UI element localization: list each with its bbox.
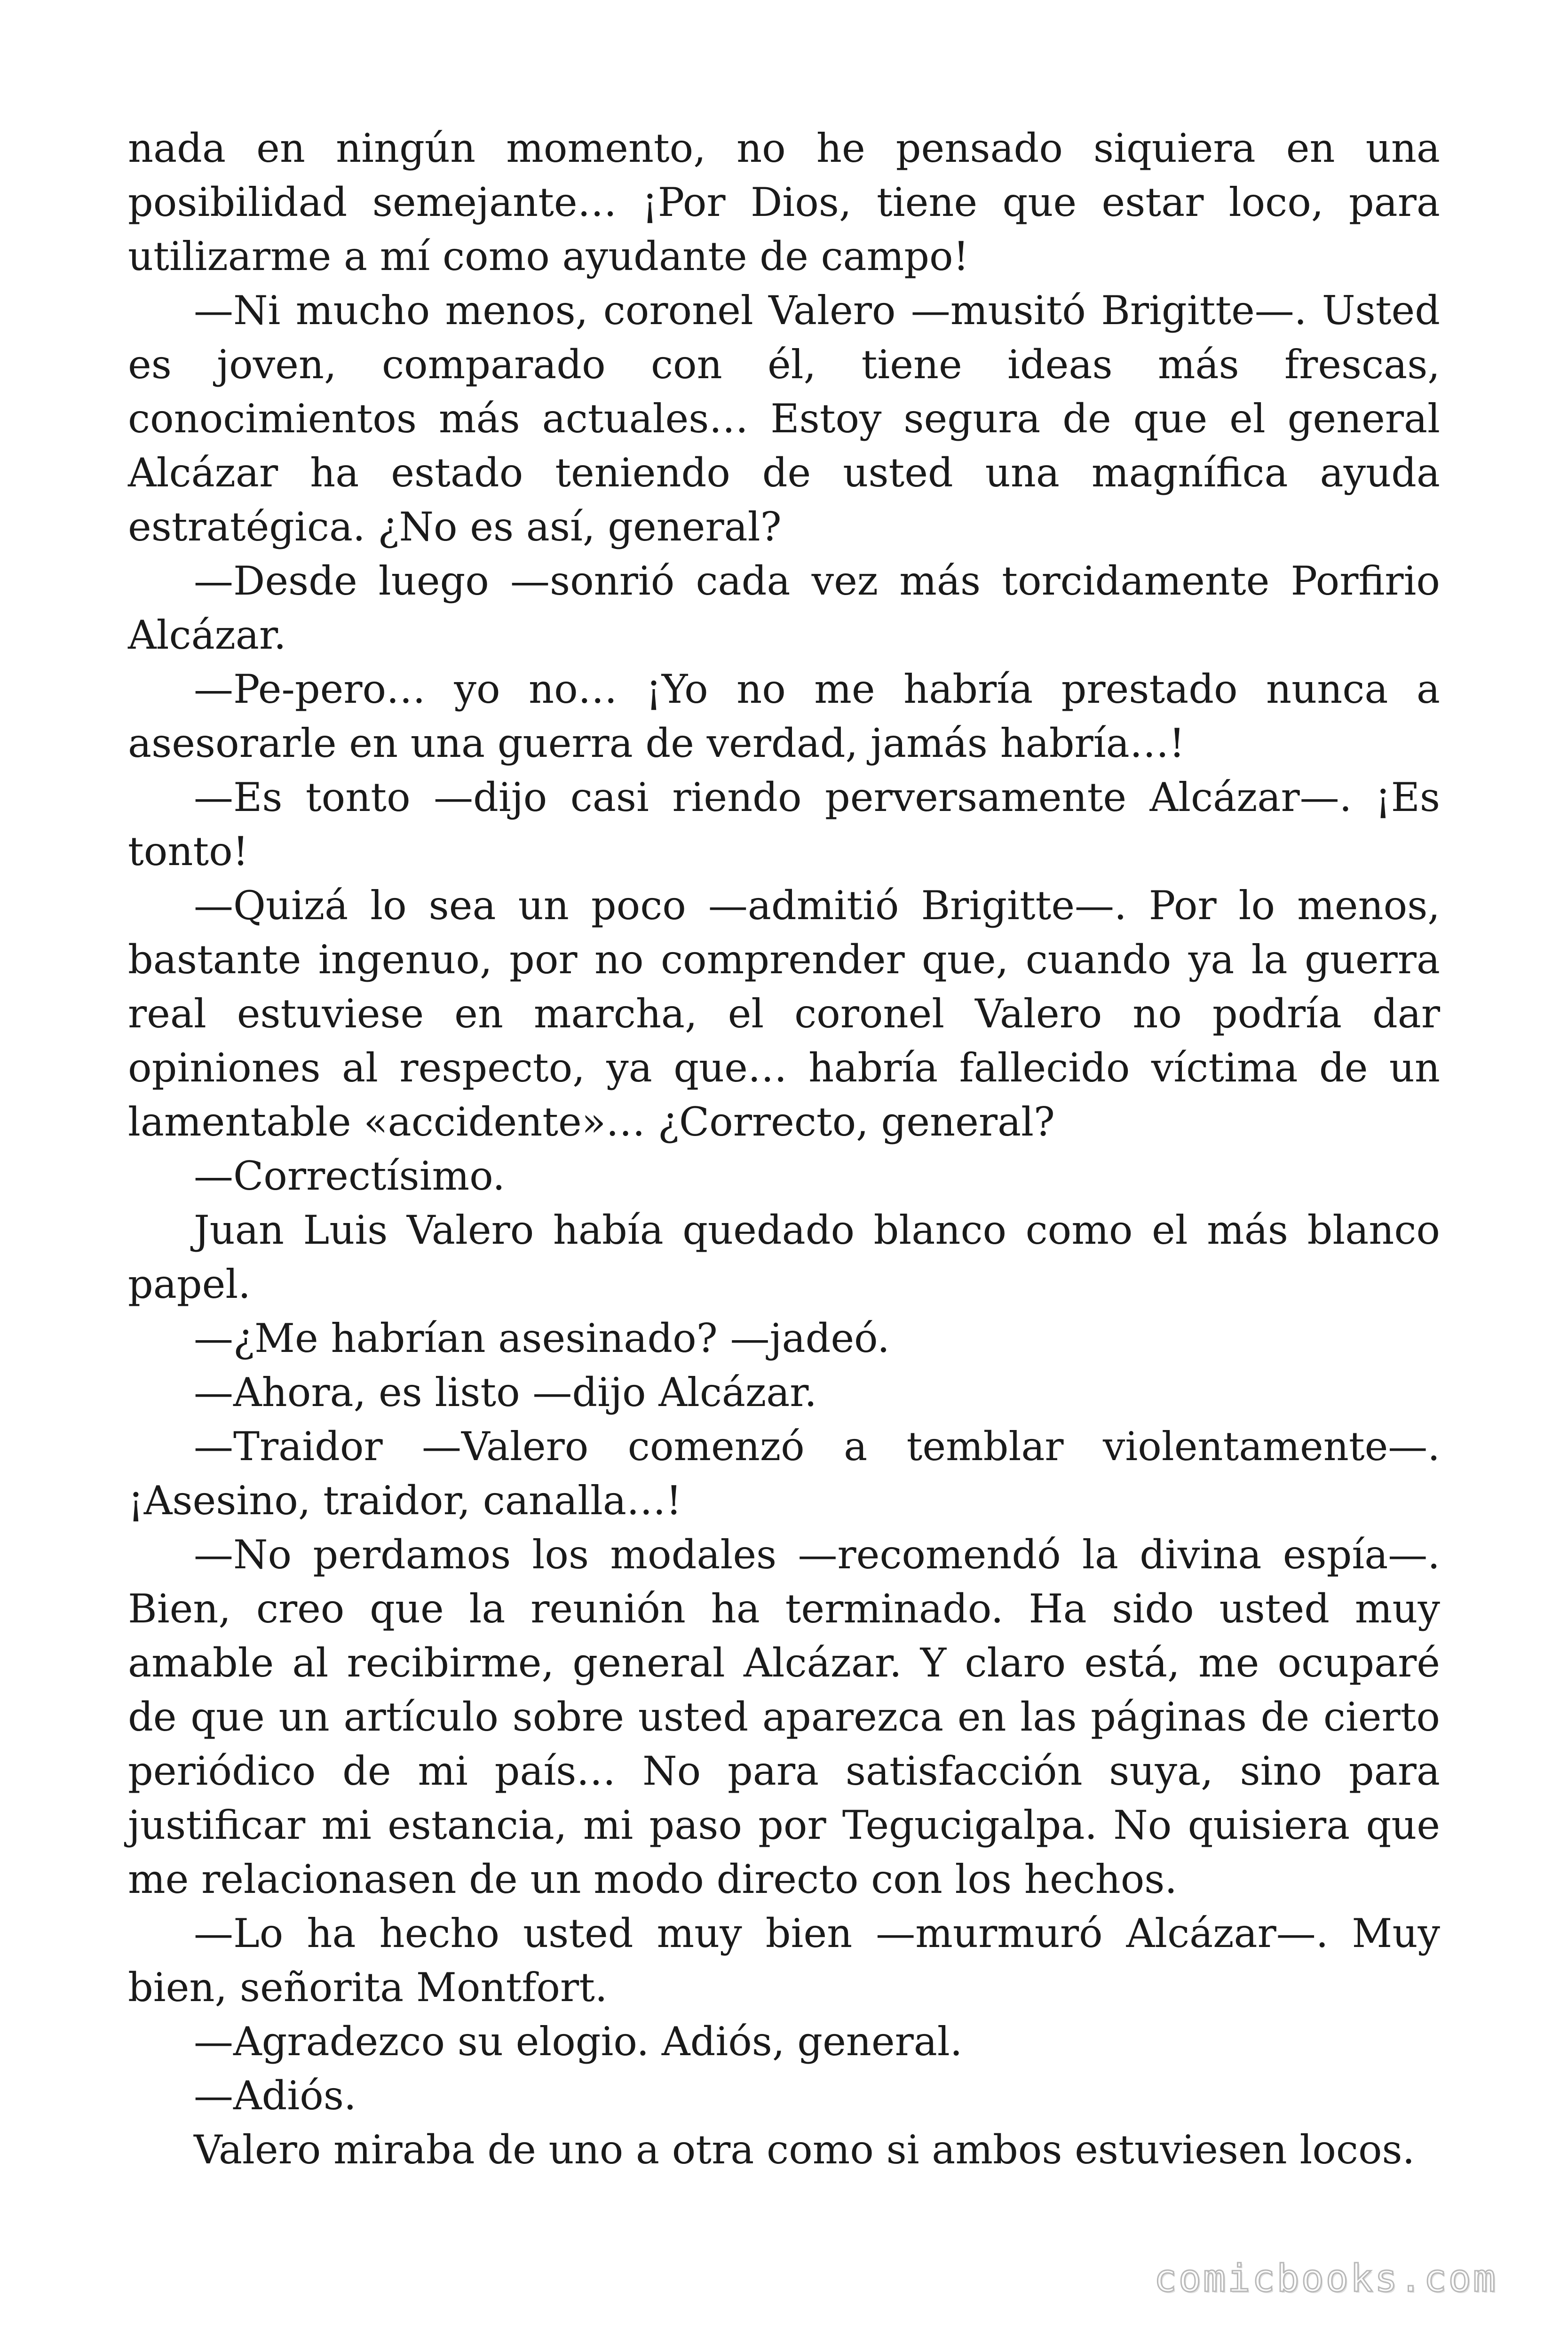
paragraph-14: —Agradezco su elogio. Adiós, general. [194,2018,963,2065]
paragraph-10: —Ahora, es listo —dijo Alcázar. [194,1369,817,1415]
paragraph-15: —Adiós. [194,2073,356,2119]
paragraph-11: —Traidor —Valero comenzó a temblar violentamente—. ¡Asesino, traidor, canalla…! [128,1423,1440,1524]
paragraph-9: —¿Me habrían asesinado? —jadeó. [194,1315,890,1361]
paragraph-1: nada en ningún momento, no he pensado siquiera en una posibilidad semejante… ¡Por Dios, tiene que estar loco, para utilizarme a mí como ayudante de campo! [128,125,1440,279]
paragraph-6: —Quizá lo sea un poco —admitió Brigitte—. Por lo menos, bastante ingenuo, por no comprender que, cuando ya la guerra real estuviese en marcha, el coronel Valero no podría dar opiniones al respecto, ya que… habría fallecido víctima de un lamentable «accidente»… ¿Correcto, general? [128,882,1440,1145]
paragraph-3: —Desde luego —sonrió cada vez más torcidamente Porfirio Alcázar. [128,558,1440,658]
watermark: comicbooks.com [1154,2257,1497,2300]
page-text-body [128,121,1440,2177]
paragraph-16: Valero miraba de uno a otra como si ambos estuviesen locos. [194,2127,1415,2173]
paragraph-4: —Pe-pero… yo no… ¡Yo no me habría prestado nunca a asesorarle en una guerra de verdad, jamás habría…! [128,666,1440,766]
paragraph-5: —Es tonto —dijo casi riendo perversamente Alcázar—. ¡Es tonto! [128,774,1440,874]
paragraph-8: Juan Luis Valero había quedado blanco como el más blanco papel. [128,1207,1440,1307]
paragraph-13: —Lo ha hecho usted muy bien —murmuró Alcázar—. Muy bien, señorita Montfort. [128,1910,1440,2010]
paragraph-2: —Ni mucho menos, coronel Valero —musitó Brigitte—. Usted es joven, comparado con él, tiene ideas más frescas, conocimientos más actuales… Estoy segura de que el general Alcázar ha estado teniendo de usted una magnífica ayuda estratégica. ¿No es así, general? [128,287,1440,550]
paragraph-12: —No perdamos los modales —recomendó la divina espía—. Bien, creo que la reunión ha terminado. Ha sido usted muy amable al recibirme, general Alcázar. Y claro está, me ocuparé de que un artículo sobre usted aparezca en las páginas de cierto periódico de mi país… No para satisfacción suya, sino para justificar mi estancia, mi paso por Tegucigalpa. No quisiera que me relacionasen de un modo directo con los hechos. [128,1532,1440,1902]
paragraph-7: —Correctísimo. [194,1153,505,1199]
